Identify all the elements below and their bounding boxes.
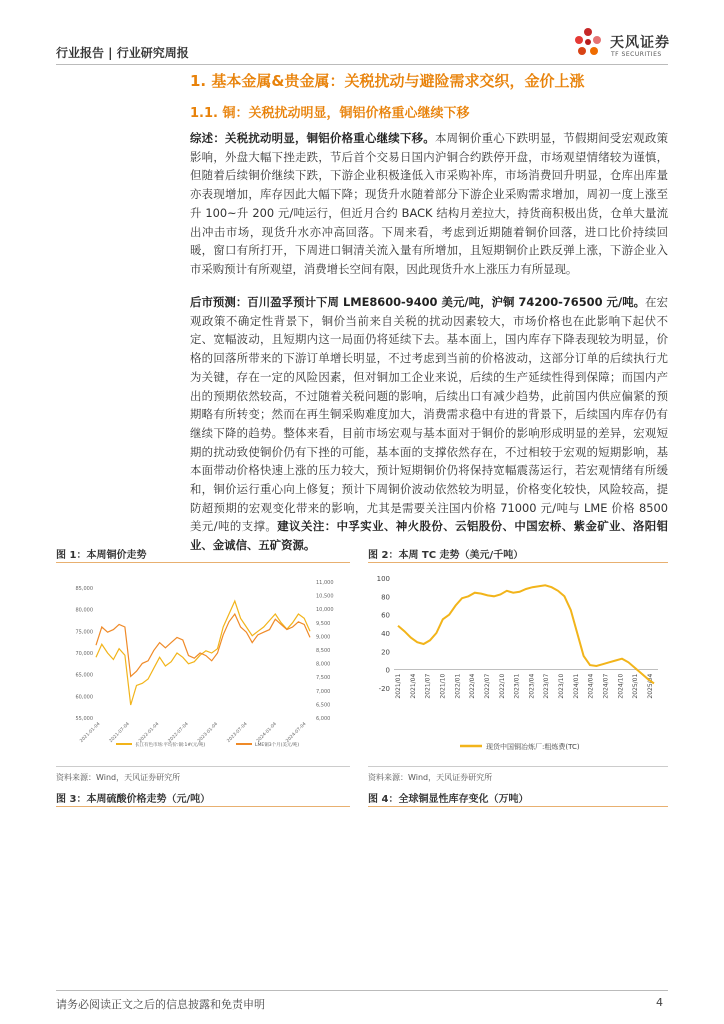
forecast-lead: 后市预测：百川盈孚预计下周 LME8600-9400 美元/吨，沪铜 74200-76500 元/吨。 [190,295,646,309]
y-axis-tick: 20 [381,648,390,657]
fig4-rule [368,806,668,807]
x-axis-tick: 2023-01-04 [197,721,220,744]
y-axis-tick: -20 [378,685,390,693]
x-axis-tick: 2021-07-04 [108,721,131,744]
y-axis-tick: 0 [385,666,390,675]
y-axis-tick: 80 [381,593,390,602]
y-axis-tick: 40 [381,630,390,638]
right-axis-tick: 6,500 [316,702,331,709]
subsection-heading: 1.1. 铜：关税扰动明显，铜铝价格重心继续下移 [190,106,470,121]
y-axis-tick: 60 [381,611,390,620]
right-axis-tick: 9,500 [316,620,331,627]
x-axis-tick: 2021/04 [409,673,417,699]
x-axis-tick: 2021/10 [439,673,447,699]
recommend-label: 建议关注： [277,519,337,534]
left-axis-tick: 85,000 [75,586,93,592]
right-axis-tick: 10,000 [316,607,334,614]
tc-chart [368,568,668,764]
fig1-title: 图 1：本周铜价走势 [56,550,147,561]
x-axis-tick: 2025/01 [632,673,640,699]
x-axis-tick: 2021/07 [424,673,432,699]
legend-label: 长江有色市场:平均价:铜:1#(元/吨) [135,743,206,748]
right-axis-tick: 9,000 [316,634,331,641]
fig1-source: 资料来源：Wind，天风证券研究所 [56,773,181,782]
x-axis-tick: 2022-01-04 [138,721,161,744]
x-axis-tick: 2024/01 [572,673,580,699]
x-axis-tick: 2022/04 [469,673,477,699]
x-axis-tick: 2024/04 [587,673,595,699]
x-axis-tick: 2022/10 [498,673,506,699]
brand-sub: TF SECURITIES [611,51,662,58]
right-axis-tick: 8,500 [316,648,331,654]
section-heading: 1. 基本金属&贵金属：关税扰动与避险需求交织，金价上涨 [190,72,585,90]
x-axis-tick: 2021/01 [395,673,402,699]
summary-body: 本周铜价重心下跌明显，节假期间受宏观政策影响，外盘大幅下挫走跌，节后首个交易日国内沪铜合约跌停开盘，市场观望情绪较为谨慎，但随着后续铜价继续下跌，下游企业积极逢低入市采购补库，市场消费回升明显，仓库出库量亦表现增加，库存因此大幅下降；现货升水随着部分下游企业采购需求增加，周初一度上涨至升 100~升 200 元/吨运行，但近月合约 BACK 结构月差拉大，持货商积极出货，仓单大量流出冲击市场，现货升水亦冲高回落。下周来看，考虑到近期随着铜价回落，进口比价持续回暖，窗口有所打开，下周进口铜清关流入量有所增加，且短期铜价止跌反弹上涨，下游企业入市采购预计有所观望，消费增长空间有限，因此现货升水上涨压力有所显现。 [190,131,668,276]
x-axis-tick: 2022-07-04 [167,721,190,744]
x-axis-tick: 2021-01-04 [79,721,102,744]
legend-label: 现货中国铜冶炼厂:粗炼费(TC) [486,743,580,751]
left-axis-tick: 65,000 [75,672,93,679]
x-axis-tick: 2024-01-04 [255,721,278,744]
x-axis-tick: 2024-07-04 [285,721,308,744]
x-axis-tick: 2023/04 [528,673,536,699]
left-axis-tick: 70,000 [75,651,93,657]
fig1-rule [56,562,350,563]
fig2-source-rule [368,766,668,767]
left-axis-tick: 75,000 [75,629,93,636]
x-axis-tick: 2024/07 [602,673,610,699]
footer-divider [56,990,668,991]
header-divider [56,64,668,65]
fig2-source: 资料来源：Wind，天风证券研究所 [368,773,493,782]
copper-price-chart [56,572,350,762]
x-axis-tick: 2023/01 [513,673,521,699]
fig4-title: 图 4：全球铜显性库存变化（万吨） [368,794,529,805]
fig2-title: 图 2：本周 TC 走势（美元/千吨） [368,550,524,561]
left-axis-tick: 55,000 [75,716,93,722]
x-axis-tick: 2023/10 [558,673,566,699]
page-number: 4 [656,996,663,1009]
fig2-rule [368,562,668,563]
x-axis-tick: 2023/07 [543,673,551,699]
forecast-body: 在宏观政策不确定性背景下，铜价当前来自关税的扰动因素较大，市场价格也在此影响下起伏不定、宽幅波动，且短期内这一局面仍将延续下去。基本面上，国内库存下降表现较为明显，价格的回落所带来的下游订单增长明显，不过考虑到当前的价格波动，这部分订单的后续执行尤为关键，存在一定的风险因素，但对铜加工企业来说，后续的生产延续性得到保障；而国内产出的预期依然较高，不过随着关税问题的影响，后续出口有减少趋势，此前国内供应偏紧的预期略有所转变；然而在再生铜采购难度加大，消费需求稳中有进的背景下，后续国内库存仍有继续下降的趋势。整体来看，目前市场宏观与基本面对于铜价的影响形成明显的差异，宏观短期的扰动致使铜价仍有下挫的可能，基本面的支撑依然存在，不过相较于宏观的短期影响，基本面带动价格快速上涨的压力较大，预计短期铜价仍将保持宽幅震荡运行，若宏观情绪有所缓和，铜价运行重心向上修复；预计下周铜价波动依然较为明显，价格变化较快，风险较高，提防超预期的宏观变化带来的影响，尤其是需要关注国内价格 71000 元/吨与 LME 价格 8500 美元/吨的支撑。 [190,295,668,534]
disclaimer-notice: 请务必阅读正文之后的信息披露和免责申明 [56,998,265,1011]
fig3-title: 图 3：本周硫酸价格走势（元/吨） [56,794,211,805]
x-axis-tick: 2022/01 [454,673,462,699]
report-type-label: 行业报告 | 行业研究周报 [56,46,189,60]
tc-series-line [398,585,654,683]
left-axis-tick: 80,000 [75,607,93,614]
summary-lead: 综述：关税扰动明显，铜铝价格重心继续下移。 [190,131,435,145]
fig1-source-rule [56,766,350,767]
x-axis-tick: 2023-07-04 [226,721,249,744]
right-axis-tick: 6,000 [316,716,331,722]
right-axis-tick: 8,000 [316,661,331,668]
legend-label: LME铜3个月(美元/吨) [255,743,300,748]
x-axis-tick: 2022/07 [483,673,491,699]
right-axis-tick: 7,500 [316,675,331,682]
x-axis-tick: 2024/10 [617,673,625,699]
recommend-stocks: 中孚实业、神火股份、云铝股份、中国宏桥、紫金矿业、洛阳钼业、金诚信、五矿资源。 [190,519,668,553]
summary-paragraph [190,129,668,279]
right-axis-tick: 10,500 [316,593,334,600]
x-axis-tick: 2025/04 [647,673,654,699]
logo-flower-icon [575,28,601,55]
left-axis-tick: 60,000 [75,694,93,701]
copper-series-line [96,614,310,676]
y-axis-tick: 100 [376,575,390,583]
fig3-rule [56,806,350,807]
forecast-paragraph [190,293,668,555]
right-axis-tick: 11,000 [316,580,334,586]
right-axis-tick: 7,000 [316,688,331,695]
brand-name: 天风证券 [610,35,670,51]
